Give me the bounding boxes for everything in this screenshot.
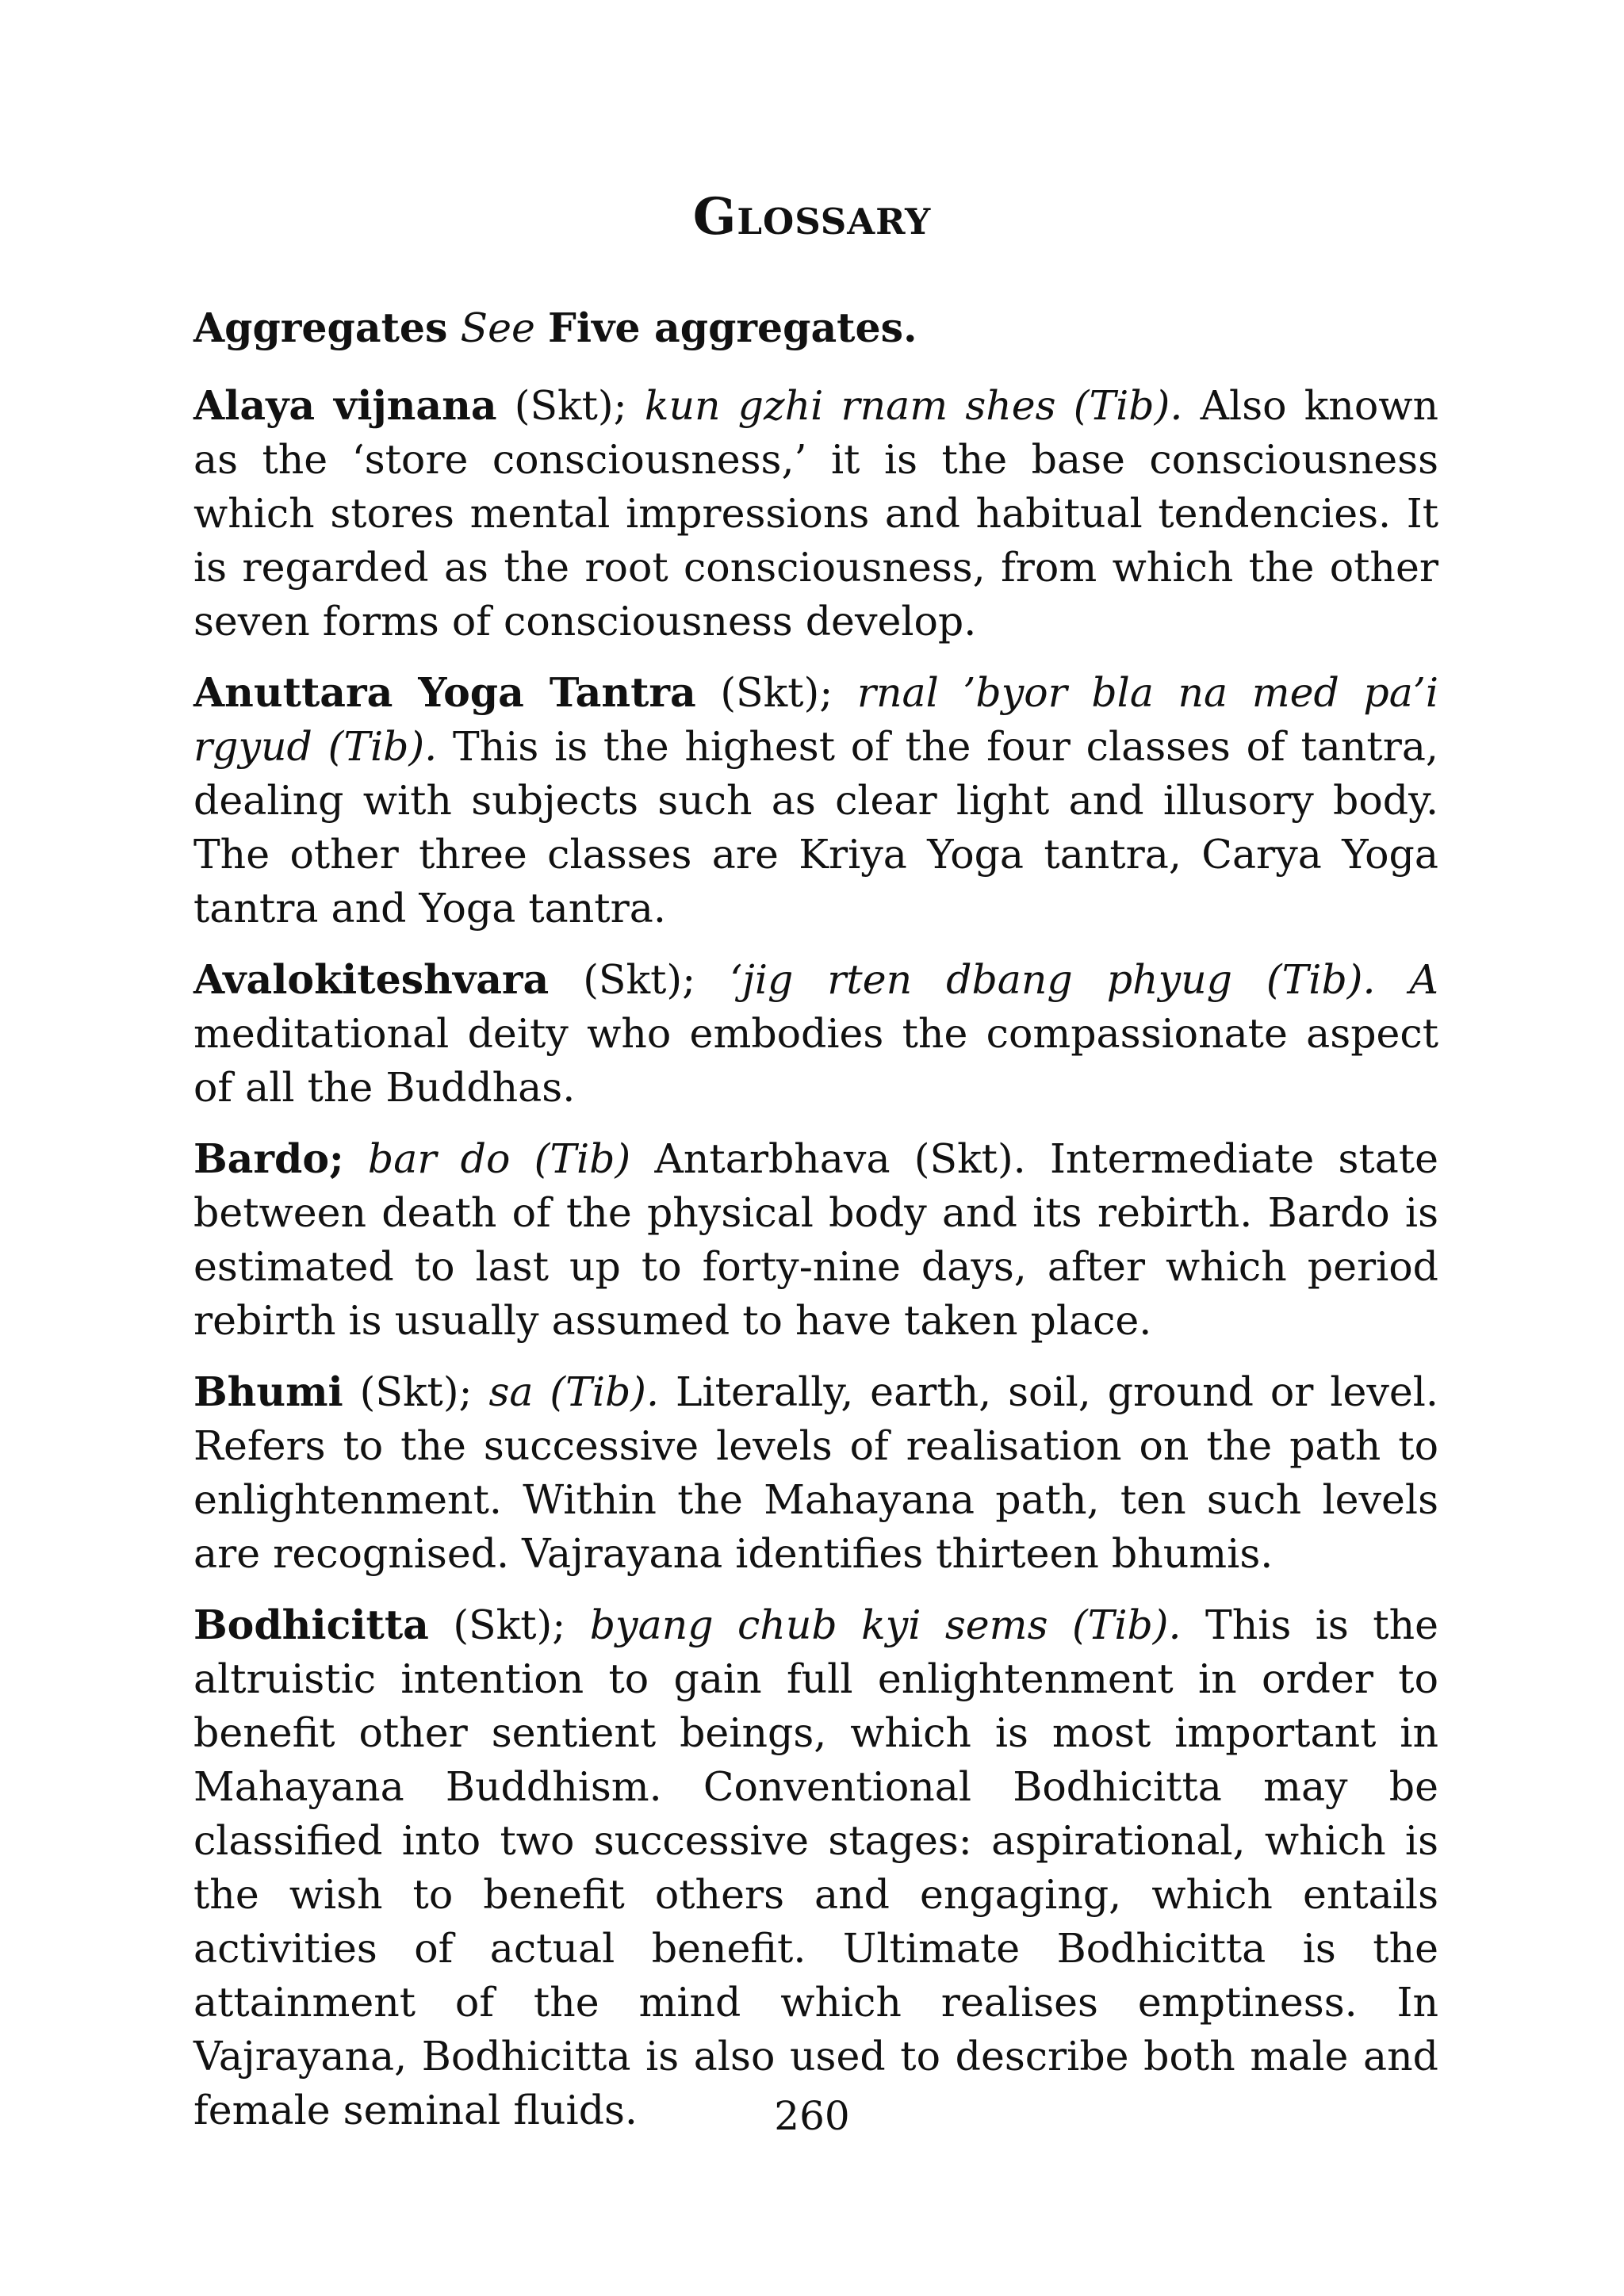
entry-tibetan: sa (Tib). [488, 1368, 660, 1415]
page-title: Glossary [692, 187, 932, 247]
entry-definition: Antarbhava (Skt). Intermediate state between death of the physical body and its rebirth. Bardo is estimated to last up to forty-nine days, after which period rebirth is usually assumed to have taken place. [193, 1135, 1438, 1344]
glossary-entry-avalokiteshvara [193, 953, 1438, 1115]
entry-language [344, 1135, 368, 1182]
entry-term: Avalokiteshvara [193, 956, 550, 1003]
entry-definition: Literally, earth, soil, ground or level. Refers to the successive levels of realisation on the path to enlightenment. Within the Mahayana path, ten such levels are recognised. Vajrayana identifies thirteen bhumis. [193, 1368, 1438, 1577]
entry-tibetan: rnal ’byor bla na med pa’i rgyud (Tib). [193, 669, 1439, 770]
page-number: 260 [774, 2093, 850, 2139]
entry-tibetan: bar do (Tib) [367, 1135, 631, 1182]
entry-tibetan: byang chub kyi sems (Tib). [589, 1601, 1182, 1648]
glossary-entry-bardo [193, 1132, 1438, 1348]
entry-language: (Skt); [549, 956, 730, 1003]
entry-definition: meditational deity who embodies the compassionate aspect of all the Buddhas. [193, 1010, 1438, 1111]
entry-term: Anuttara Yoga Tantra [193, 669, 696, 716]
entry-term: Alaya vijnana [193, 382, 497, 429]
glossary-entry-bodhicitta [193, 1598, 1438, 2137]
entry-definition: Also known as the ‘store consciousness,’ it is the base consciousness which stores mental impressions and habitual tendencies. It is regarded as the root consciousness, from which the other seven forms of consciousness develop. [193, 382, 1438, 645]
glossary-entry-aggregates [193, 301, 1438, 355]
glossary-list [193, 301, 1438, 2155]
glossary-entry-bhumi [193, 1365, 1438, 1581]
glossary-entry-anuttara-yoga-tantra [193, 666, 1438, 936]
see-target: Five aggregates. [547, 304, 917, 351]
entry-language: (Skt); [343, 1368, 489, 1415]
entry-term: Aggregates [193, 304, 448, 351]
entry-language: (Skt); [496, 382, 645, 429]
entry-definition: This is the highest of the four classes of tantra, dealing with subjects such as clear light and illusory body. The other three classes are Kriya Yoga tantra, Carya Yoga tantra and Yoga tantra. [193, 723, 1438, 932]
entry-term: Bardo; [193, 1135, 344, 1182]
entry-tibetan: ‘jig rten dbang phyug (Tib). A [730, 956, 1438, 1003]
entry-term: Bodhicitta [193, 1601, 429, 1648]
entry-definition: This is the altruistic intention to gain full enlightenment in order to benefit other sentient beings, which is most important in Mahayana Buddhism. Conventional Bodhicitta may be classified into two successive stages: aspirational, which is the wish to benefit others and engaging, which entails activities of actual benefit. Ultimate Bodhicitta is the attainment of the mind which realises emptiness. In Vajrayana, Bodhicitta is also used to describe both male and female seminal fluids. [193, 1601, 1439, 2133]
glossary-entry-alaya-vijnana [193, 379, 1438, 649]
entry-language: (Skt); [695, 669, 857, 716]
entry-tibetan: kun gzhi rnam shes (Tib). [644, 382, 1183, 429]
entry-term: Bhumi [193, 1368, 343, 1415]
entry-language: (Skt); [428, 1601, 590, 1648]
see-label: See [460, 304, 535, 351]
